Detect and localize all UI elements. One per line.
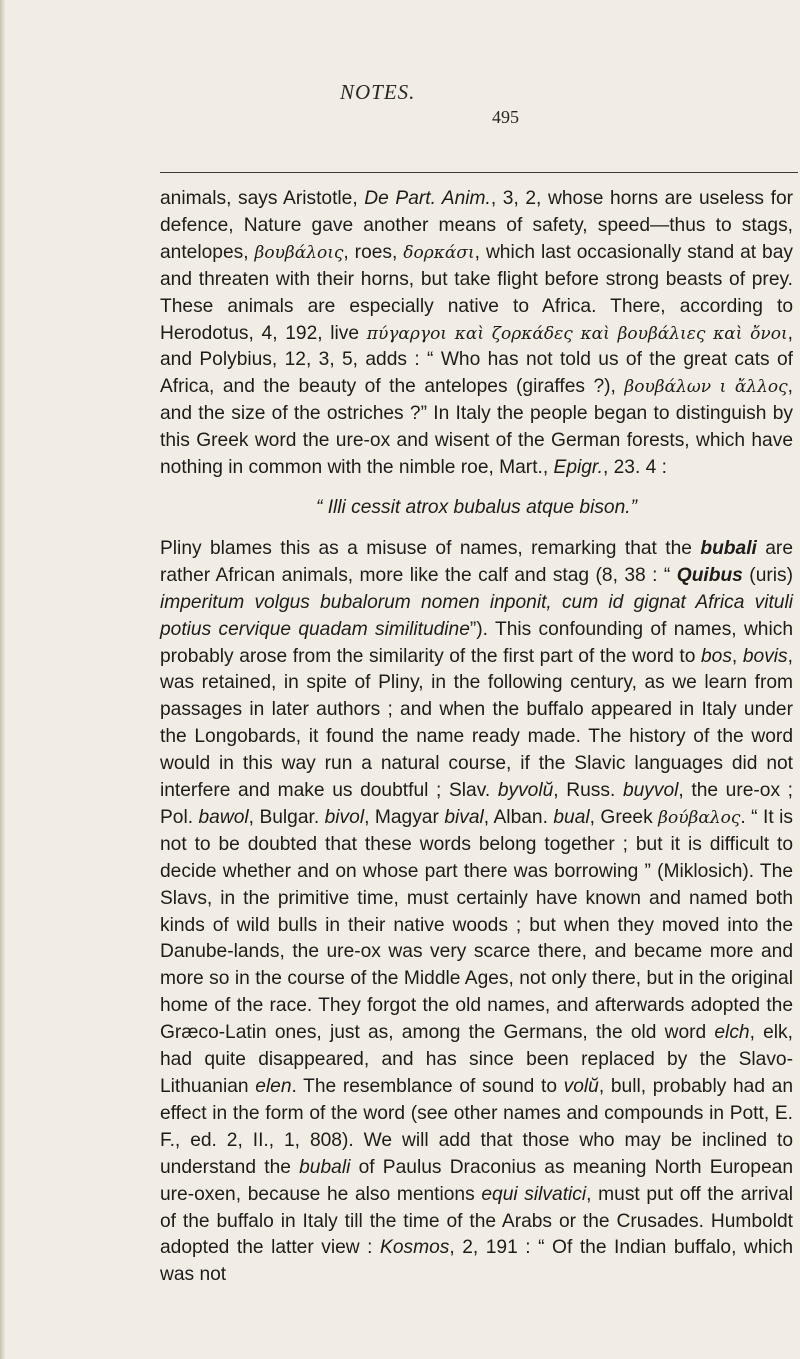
text-run: . The resemblance of sound to <box>291 1076 564 1097</box>
running-title: NOTES. <box>340 80 416 104</box>
styled-text-run: imperitum volgus bubalorum nomen inponit, cum id gignat Africa vituli potius cervique quadam similitudine <box>160 591 793 640</box>
text-run: , Alban. <box>483 806 554 828</box>
text-run: , 3, 2, whose horns are useless for defence, Nature gave another means of safety, speed—thus to stags, antelopes, <box>160 188 794 263</box>
styled-text-run: bawol <box>198 806 249 828</box>
paragraph <box>160 536 793 1289</box>
paragraph <box>160 186 793 482</box>
styled-text-run: equi silvatici <box>481 1183 587 1205</box>
text-run: are rather African animals, more like the calf and stag (8, 38 : “ <box>160 537 793 586</box>
styled-text-run: byvolŭ <box>497 780 554 802</box>
header-rule <box>160 172 798 173</box>
styled-text-run: bubali <box>299 1156 351 1178</box>
styled-text-run: elch <box>714 1022 750 1044</box>
text-run: animals, says Aristotle, <box>160 188 365 209</box>
text-run: , <box>731 645 743 667</box>
text-run: , roes, <box>343 241 404 263</box>
styled-text-run: bos <box>700 645 732 667</box>
text-run: ”). This confounding of names, which probably arose from the similarity of the first part of the word to <box>160 618 794 667</box>
page-number: 495 <box>492 107 519 127</box>
styled-text-run: Epigr. <box>553 457 603 479</box>
text-run: , Magyar <box>364 806 445 828</box>
text-run: , was retained, in spite of Pliny, in the following century, as we learn from passages in later authors ; and when the buffalo appeared in Italy under the Longobards, it found the name ready made. The history of the word would in this way run a natural course, if the Slavic languages did not interfere and make us doubtful ; Slav. <box>160 645 793 802</box>
text-run: , and the size of the ostriches ?” In Italy the people began to distinguish by this Greek word the ure-ox and wisent of the German forests, which have nothing in common with the nimble roe, Mart., <box>160 376 793 479</box>
styled-text-run: buyvol <box>622 780 679 802</box>
text-run: , must put off the arrival of the buffalo in Italy till the time of the Arabs or the Crusades. Humboldt adopted the latter view : <box>160 1183 793 1259</box>
text-run: , bull, probably had an effect in the form of the word (see other names and compounds in Pott, E. F., ed. 2, II., 1, 808). We will add that those who may be inclined to understand the <box>160 1076 793 1178</box>
styled-text-run: πύγαργοι καὶ ζορκάδες καὶ βουβάλιες καὶ ὄνοι <box>366 323 788 344</box>
text-run: . “ It is not to be doubted that these words belong together ; but it is difficult to decide whether and on whose part there was borrowing ” (Miklosich). The Slavs, in the primitive time, must certainly have known and named both kinds of wild bulls in their native woods ; but when they moved into the Danube-lands, the ure-ox was very scarce there, and became more and more so in the course of the Middle Ages, not only there, but in the original home of the race. They forgot the old names, and afterwards adopted the Græco-Latin ones, just as, among the Germans, the old word <box>160 806 793 1044</box>
styled-text-run: bubali <box>700 537 757 559</box>
text-run: , elk, had quite disappeared, and has since been replaced by the Slavo-Lithuanian <box>160 1022 793 1097</box>
text-run: , and Polybius, 12, 3, 5, adds : “ Who has not told us of the great cats of Africa, and the beauty of the antelopes (giraffes ?), <box>160 322 793 398</box>
styled-text-run: δορκάσι <box>403 242 475 263</box>
styled-text-run: bovis <box>742 645 788 667</box>
page-header <box>160 60 660 127</box>
styled-text-run: βούβαλος <box>658 807 741 828</box>
styled-text-run: Quibus <box>676 564 743 586</box>
text-run: , Greek <box>589 806 659 828</box>
styled-text-run: βουβάλων ι ἄλλος <box>624 377 788 398</box>
styled-text-run: elen <box>255 1076 292 1097</box>
text-run: (uris) <box>742 564 793 586</box>
text-run: , 2, 191 : “ Of the Indian buffalo, which was not <box>160 1237 793 1286</box>
text-run: , which last occasionally stand at bay and threaten with their horns, but take flight before strong beasts of prey. These animals are especially native to Africa. There, according to Herodotus, 4, 192, live <box>160 241 793 344</box>
styled-text-run: βουβάλοις <box>254 242 344 263</box>
styled-text-run: volŭ <box>563 1076 599 1097</box>
styled-text-run: De Part. Anim. <box>364 188 491 209</box>
body-text <box>160 186 793 1289</box>
styled-text-run: bual <box>553 806 590 828</box>
text-run: , 23. 4 : <box>602 457 667 479</box>
text-run: Pliny blames this as a misuse of names, remarking that the <box>160 537 701 559</box>
verse-quotation: “ Illi cessit atrox bubalus atque bison.” <box>315 496 638 518</box>
text-run: of Paulus Draconius as meaning North European ure-oxen, because he also mentions <box>160 1156 793 1205</box>
styled-text-run: Kosmos <box>380 1237 450 1259</box>
page-edge-shadow <box>0 0 5 1359</box>
text-run: , Bulgar. <box>248 806 325 828</box>
styled-text-run: bivol <box>324 806 365 828</box>
styled-text-run: bival <box>444 806 484 828</box>
text-run: , Russ. <box>553 780 623 802</box>
text-run: , the ure-ox ; Pol. <box>160 780 794 828</box>
